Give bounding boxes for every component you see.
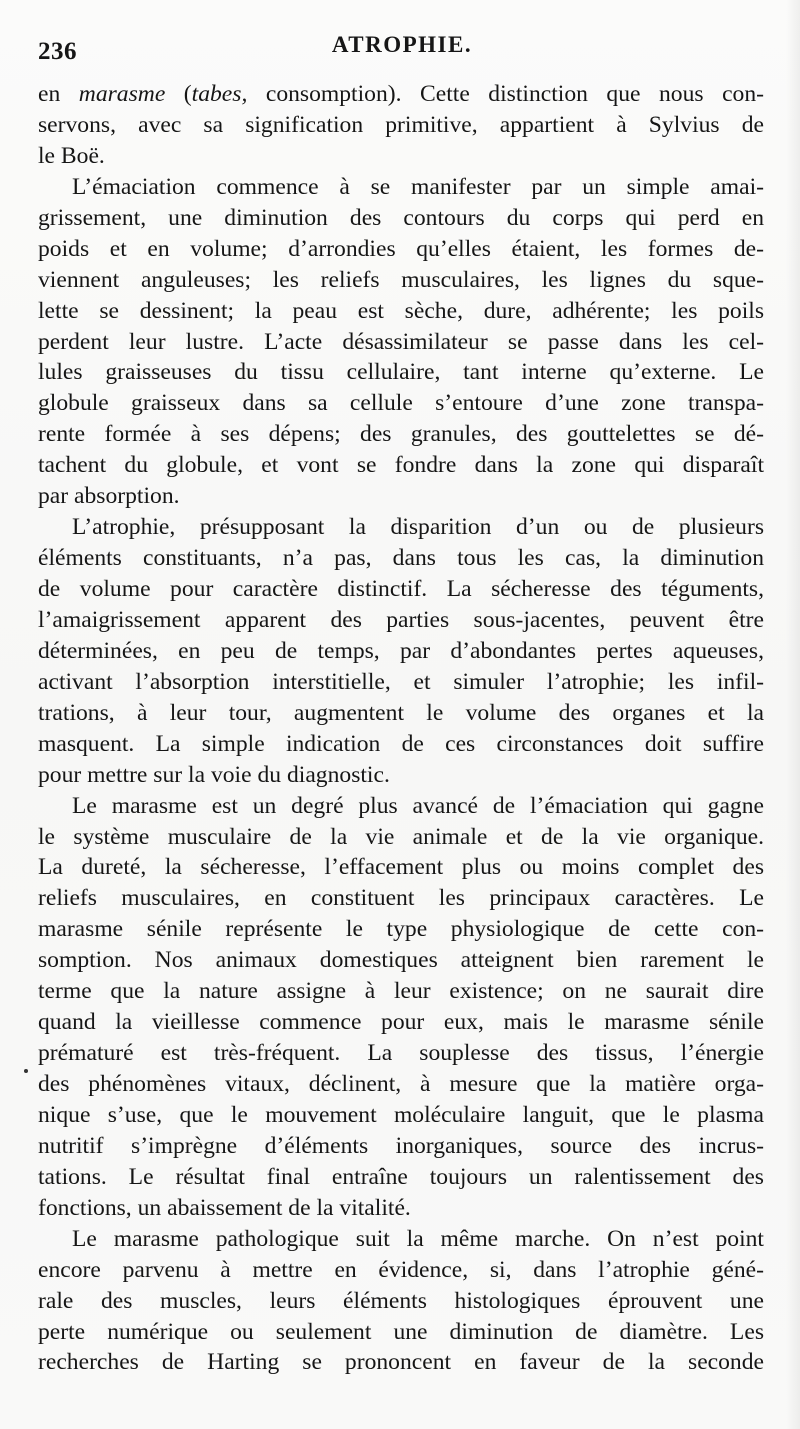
text-run: nique s’use, que le mouvement moléculaire languit, que le plasma (38, 1101, 764, 1128)
running-head (38, 30, 766, 64)
text-line (38, 79, 764, 110)
text-run: masquent. La simple indication de ces circonstances doit suffire (38, 730, 764, 757)
text-run: lette se dessinent; la peau est sèche, dure, adhérente; les poils (38, 297, 764, 324)
text-line (38, 265, 764, 296)
text-line (38, 729, 764, 760)
text-run: rale des muscles, leurs éléments histologiques éprouvent une (38, 1287, 764, 1314)
text-line (38, 822, 764, 853)
text-line (38, 357, 764, 388)
margin-dot (24, 1069, 28, 1073)
text-run: L’émaciation commence à se manifester par un simple amai- (72, 173, 764, 200)
text-line (38, 1038, 764, 1069)
text-run: éléments constituants, n’a pas, dans tous les cas, la diminution (38, 545, 764, 572)
text-run: rente formée à ses dépens; des granules, des gouttelettes se dé- (38, 421, 764, 448)
text-run: trations, à leur tour, augmentent le volume des organes et la (38, 699, 764, 726)
text-line (38, 1162, 764, 1193)
text-line (38, 698, 764, 729)
text-run: nutritif s’imprègne d’éléments inorganiques, source des incrus- (38, 1132, 764, 1159)
text-line (38, 203, 764, 234)
text-run: grissement, une diminution des contours du corps qui perd en (38, 204, 764, 231)
text-run: prématuré est très-fréquent. La souplesse des tissus, l’énergie (38, 1040, 764, 1067)
text-run: pour mettre sur la voie du diagnostic. (38, 761, 390, 788)
text-run: recherches de Harting se prononcent en faveur de la seconde (38, 1349, 764, 1376)
text-run: globule graisseux dans sa cellule s’entoure d’une zone transpa- (38, 390, 764, 417)
text-line (38, 945, 764, 976)
text-run: lules graisseuses du tissu cellulaire, tant interne qu’externe. Le (38, 359, 764, 386)
text-run: viennent anguleuses; les reliefs musculaires, les lignes du sque- (38, 266, 764, 293)
text-line (38, 1347, 764, 1378)
text-line (38, 419, 764, 450)
text-run: l’amaigrissement apparent des parties sous-jacentes, peuvent être (38, 606, 764, 633)
text-line (38, 1100, 764, 1131)
text-line (38, 1286, 764, 1317)
text-run: le système musculaire de la vie animale et de la vie organique. (38, 823, 764, 850)
text-line (38, 1193, 764, 1224)
text-run: poids et en volume; d’arrondies qu’elles étaient, les formes de- (38, 235, 764, 262)
text-line (38, 1317, 764, 1348)
text-run: déterminées, en peu de temps, par d’abondantes pertes aqueuses, (38, 637, 764, 664)
text-line (38, 172, 764, 203)
text-run: ( (165, 81, 192, 107)
text-line (38, 512, 764, 543)
text-line (38, 543, 764, 574)
text-line (38, 760, 764, 791)
text-run: L’atrophie, présupposant la disparition d’un ou de plusieurs (72, 514, 764, 541)
text-line (38, 110, 764, 141)
paragraph (38, 791, 764, 1224)
text-run: le Boë. (38, 142, 105, 169)
text-run: encore parvenu à mettre en évidence, si, dans l’atrophie géné- (38, 1256, 764, 1283)
text-run: servons, avec sa signification primitive, appartient à Sylvius de (38, 111, 764, 138)
text-line (38, 388, 764, 419)
text-run: Le marasme est un degré plus avancé de l’émaciation qui gagne (72, 792, 764, 819)
text-line (38, 1255, 764, 1286)
text-line (38, 234, 764, 265)
text-line (38, 883, 764, 914)
text-run: tations. Le résultat final entraîne toujours un ralentissement des (38, 1163, 764, 1190)
text-line (38, 481, 764, 512)
text-run: Le marasme pathologique suit la même marche. On n’est point (72, 1225, 764, 1252)
paragraph (38, 79, 764, 172)
text-line (38, 667, 764, 698)
text-line (38, 1224, 764, 1255)
text-run: activant l’absorption interstitielle, et simuler l’atrophie; les infil- (38, 668, 764, 695)
text-line (38, 852, 764, 883)
text-run: perte numérique ou seulement une diminution de diamètre. Les (38, 1318, 764, 1345)
text-run: des phénomènes vitaux, déclinent, à mesure que la matière orga- (38, 1071, 764, 1097)
italic-text: marasme (78, 81, 166, 107)
page-number: 236 (38, 38, 77, 65)
text-line (38, 605, 764, 636)
text-line (38, 450, 764, 481)
text-run: par absorption. (38, 483, 180, 510)
text-line (38, 141, 764, 172)
running-title: ATROPHIE. (331, 32, 473, 57)
text-run: quand la vieillesse commence pour eux, mais le marasme sénile (38, 1009, 764, 1036)
text-line (38, 1069, 764, 1100)
text-run: consomption). Cette distinction que nous con- (247, 81, 764, 107)
body-text (38, 79, 764, 1378)
text-run: tachent du globule, et vont se fondre dans la zone qui disparaît (38, 452, 764, 479)
text-line (38, 914, 764, 945)
text-run: reliefs musculaires, en constituent les principaux caractères. Le (38, 885, 764, 912)
text-line (38, 636, 764, 667)
page-edge-shadow (786, 0, 800, 1429)
italic-text: tabes, (191, 81, 248, 107)
text-run: perdent leur lustre. L’acte désassimilateur se passe dans les cel- (38, 328, 764, 355)
text-line (38, 791, 764, 822)
text-run: de volume pour caractère distinctif. La sécheresse des téguments, (38, 576, 764, 602)
text-run: en (38, 81, 79, 107)
text-run: marasme sénile représente le type physiologique de cette con- (38, 916, 764, 943)
text-line (38, 1131, 764, 1162)
text-line (38, 1007, 764, 1038)
paragraph (38, 512, 764, 790)
text-line (38, 976, 764, 1007)
paragraph (38, 172, 764, 512)
text-run: La dureté, la sécheresse, l’effacement plus ou moins complet des (38, 854, 764, 881)
text-run: somption. Nos animaux domestiques atteignent bien rarement le (38, 947, 764, 974)
text-line (38, 574, 764, 605)
text-run: fonctions, un abaissement de la vitalité. (38, 1194, 411, 1221)
text-line (38, 327, 764, 358)
paragraph (38, 1224, 764, 1379)
text-line (38, 296, 764, 327)
text-run: terme que la nature assigne à leur existence; on ne saurait dire (38, 978, 764, 1005)
